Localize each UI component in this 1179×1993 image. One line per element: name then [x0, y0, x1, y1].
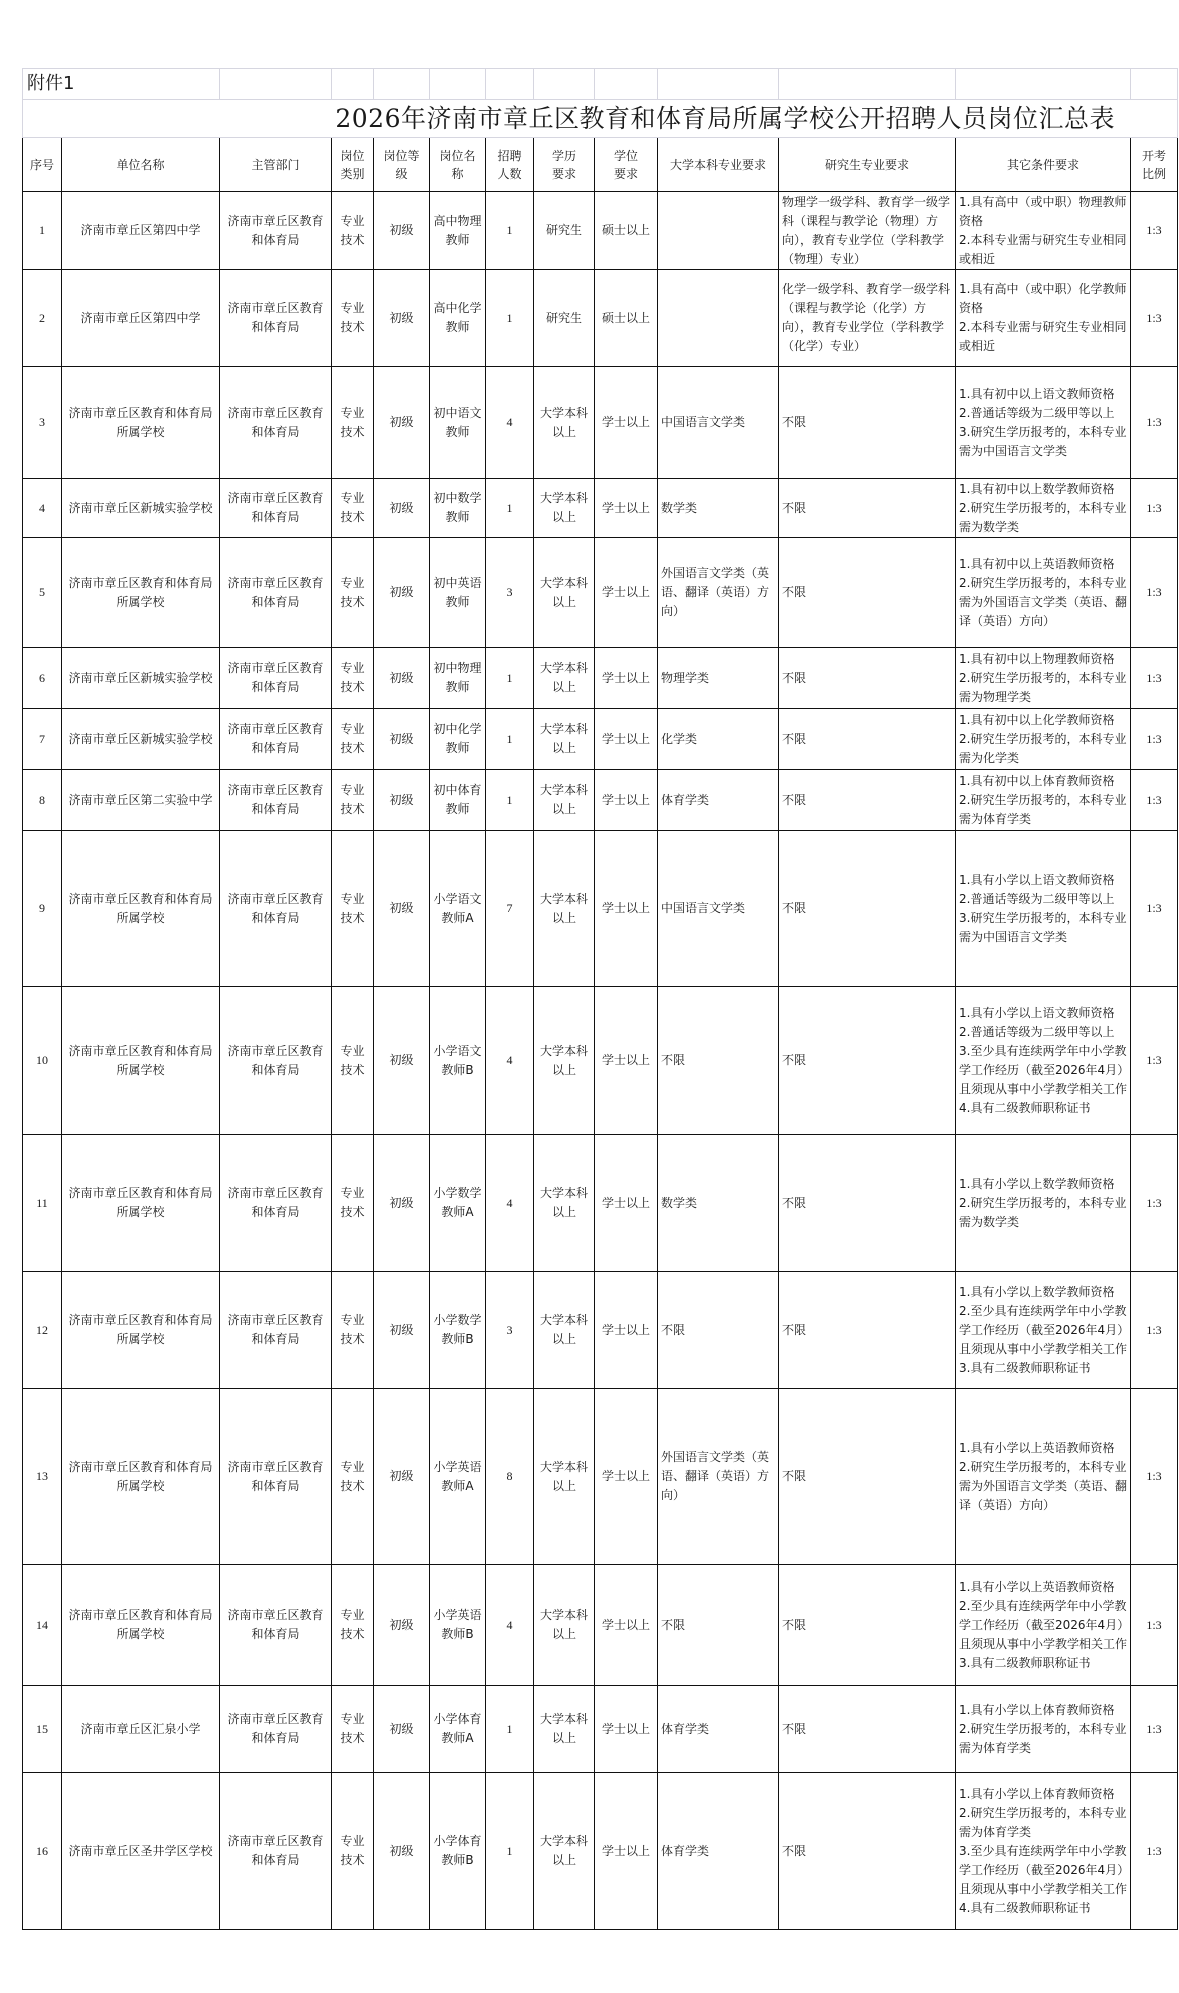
table-row [23, 479, 1178, 538]
cell-other [956, 831, 1131, 987]
cell-dept: 济南市章丘区教育和体育局 [220, 1565, 332, 1686]
cell-grad-major: 不限 [779, 770, 956, 831]
cell-unit: 济南市章丘区圣井学区学校 [62, 1773, 220, 1930]
column-header-position: 岗位名 称 [430, 138, 486, 192]
condition-item: 1.具有高中（或中职）物理教师资格 [959, 194, 1127, 228]
table-row [23, 1565, 1178, 1686]
cell-count: 1 [486, 1773, 534, 1930]
condition-item: 3.研究生学历报考的，本科专业需为中国语言文学类 [959, 424, 1127, 458]
cell-level: 初级 [374, 987, 430, 1135]
cell-degree: 学士以上 [595, 538, 658, 648]
cell-other [956, 1686, 1131, 1773]
cell-count: 7 [486, 831, 534, 987]
table-row [23, 709, 1178, 770]
cell-ratio: 1:3 [1131, 831, 1178, 987]
cell-dept: 济南市章丘区教育和体育局 [220, 709, 332, 770]
condition-item: 2.研究生学历报考的，本科专业需为数学类 [959, 1195, 1127, 1229]
cell-count: 4 [486, 367, 534, 479]
table-row [23, 270, 1178, 367]
cell-degree: 学士以上 [595, 770, 658, 831]
cell-no: 16 [23, 1773, 62, 1930]
cell-education: 大学本科以上 [534, 831, 595, 987]
cell-grad-major: 不限 [779, 1135, 956, 1272]
column-header-row [23, 138, 1178, 192]
cell-dept: 济南市章丘区教育和体育局 [220, 538, 332, 648]
cell-degree: 学士以上 [595, 1773, 658, 1930]
cell-level: 初级 [374, 538, 430, 648]
condition-item: 4.具有二级教师职称证书 [959, 1900, 1091, 1915]
cell-ratio: 1:3 [1131, 1773, 1178, 1930]
condition-item: 1.具有初中以上体育教师资格 [959, 773, 1115, 788]
cell-other [956, 192, 1131, 270]
table-row [23, 192, 1178, 270]
condition-item: 1.具有小学以上英语教师资格 [959, 1440, 1115, 1455]
cell-other [956, 987, 1131, 1135]
cell-level: 初级 [374, 367, 430, 479]
cell-category: 专业技术 [332, 270, 374, 367]
cell-degree: 硕士以上 [595, 192, 658, 270]
cell-ratio: 1:3 [1131, 1686, 1178, 1773]
cell-education: 大学本科以上 [534, 1135, 595, 1272]
cell-undergrad-major: 外国语言文学类（英语、翻译（英语）方向） [658, 538, 779, 648]
empty-cell [374, 69, 430, 100]
cell-dept: 济南市章丘区教育和体育局 [220, 1773, 332, 1930]
cell-no: 13 [23, 1389, 62, 1565]
condition-item: 2.普通话等级为二级甲等以上 [959, 405, 1115, 420]
cell-other [956, 479, 1131, 538]
condition-item: 1.具有初中以上语文教师资格 [959, 386, 1115, 401]
cell-no: 12 [23, 1272, 62, 1389]
cell-other [956, 367, 1131, 479]
empty-cell [1131, 69, 1178, 100]
condition-item: 2.普通话等级为二级甲等以上 [959, 1024, 1115, 1039]
column-header-no: 序号 [23, 138, 62, 192]
cell-dept: 济南市章丘区教育和体育局 [220, 479, 332, 538]
cell-dept: 济南市章丘区教育和体育局 [220, 1135, 332, 1272]
cell-level: 初级 [374, 192, 430, 270]
condition-item: 2.研究生学历报考的，本科专业需为数学类 [959, 500, 1127, 534]
cell-other [956, 538, 1131, 648]
cell-level: 初级 [374, 709, 430, 770]
cell-position: 小学英语教师B [430, 1565, 486, 1686]
cell-undergrad-major: 数学类 [658, 479, 779, 538]
cell-undergrad-major [658, 270, 779, 367]
cell-ratio: 1:3 [1131, 479, 1178, 538]
cell-category: 专业技术 [332, 367, 374, 479]
cell-ratio: 1:3 [1131, 1135, 1178, 1272]
cell-category: 专业技术 [332, 770, 374, 831]
cell-degree: 学士以上 [595, 1135, 658, 1272]
cell-undergrad-major: 数学类 [658, 1135, 779, 1272]
cell-degree: 学士以上 [595, 1686, 658, 1773]
condition-item: 2.本科专业需与研究生专业相同或相近 [959, 320, 1127, 353]
cell-count: 8 [486, 1389, 534, 1565]
column-header-degree: 学位 要求 [595, 138, 658, 192]
cell-no: 3 [23, 367, 62, 479]
cell-unit: 济南市章丘区教育和体育局所属学校 [62, 538, 220, 648]
cell-education: 大学本科以上 [534, 648, 595, 709]
cell-grad-major: 不限 [779, 1773, 956, 1930]
cell-unit: 济南市章丘区教育和体育局所属学校 [62, 367, 220, 479]
cell-no: 6 [23, 648, 62, 709]
cell-position: 小学体育教师A [430, 1686, 486, 1773]
cell-degree: 学士以上 [595, 479, 658, 538]
cell-no: 4 [23, 479, 62, 538]
cell-ratio: 1:3 [1131, 270, 1178, 367]
cell-count: 3 [486, 538, 534, 648]
cell-level: 初级 [374, 831, 430, 987]
condition-item: 2.研究生学历报考的，本科专业需为外国语言文学类（英语、翻译（英语）方向） [959, 575, 1128, 628]
cell-category: 专业技术 [332, 1686, 374, 1773]
cell-category: 专业技术 [332, 1272, 374, 1389]
cell-degree: 学士以上 [595, 709, 658, 770]
cell-ratio: 1:3 [1131, 770, 1178, 831]
cell-count: 1 [486, 192, 534, 270]
cell-category: 专业技术 [332, 479, 374, 538]
empty-cell [534, 69, 595, 100]
empty-cell [332, 69, 374, 100]
positions-table [22, 68, 1178, 1930]
table-row [23, 1773, 1178, 1930]
cell-position: 小学数学教师B [430, 1272, 486, 1389]
cell-grad-major: 不限 [779, 648, 956, 709]
cell-ratio: 1:3 [1131, 538, 1178, 648]
column-header-education: 学历 要求 [534, 138, 595, 192]
cell-position: 高中化学教师 [430, 270, 486, 367]
cell-grad-major: 不限 [779, 479, 956, 538]
cell-position: 初中语文教师 [430, 367, 486, 479]
condition-item: 3.具有二级教师职称证书 [959, 1655, 1091, 1670]
cell-grad-major: 不限 [779, 1272, 956, 1389]
cell-grad-major: 化学一级学科、教育学一级学科（课程与教学论（化学）方向），教育专业学位（学科教学（化学）专业） [779, 270, 956, 367]
cell-unit: 济南市章丘区第四中学 [62, 192, 220, 270]
cell-category: 专业技术 [332, 1389, 374, 1565]
cell-undergrad-major: 体育学类 [658, 770, 779, 831]
cell-ratio: 1:3 [1131, 1389, 1178, 1565]
cell-category: 专业技术 [332, 1565, 374, 1686]
cell-position: 小学英语教师A [430, 1389, 486, 1565]
cell-ratio: 1:3 [1131, 1565, 1178, 1686]
condition-item: 1.具有初中以上数学教师资格 [959, 481, 1115, 496]
cell-education: 大学本科以上 [534, 1773, 595, 1930]
table-row [23, 1135, 1178, 1272]
cell-no: 9 [23, 831, 62, 987]
table-row [23, 831, 1178, 987]
cell-no: 14 [23, 1565, 62, 1686]
cell-dept: 济南市章丘区教育和体育局 [220, 831, 332, 987]
cell-dept: 济南市章丘区教育和体育局 [220, 987, 332, 1135]
column-header-dept: 主管部门 [220, 138, 332, 192]
cell-count: 3 [486, 1272, 534, 1389]
cell-level: 初级 [374, 1389, 430, 1565]
cell-undergrad-major [658, 192, 779, 270]
empty-cell [486, 69, 534, 100]
cell-degree: 学士以上 [595, 1389, 658, 1565]
cell-unit: 济南市章丘区第二实验中学 [62, 770, 220, 831]
cell-position: 初中物理教师 [430, 648, 486, 709]
cell-degree: 学士以上 [595, 831, 658, 987]
empty-cell [658, 69, 779, 100]
cell-unit: 济南市章丘区教育和体育局所属学校 [62, 987, 220, 1135]
cell-undergrad-major: 体育学类 [658, 1686, 779, 1773]
cell-position: 小学语文教师A [430, 831, 486, 987]
column-header-level: 岗位等 级 [374, 138, 430, 192]
condition-item: 2.至少具有连续两学年中小学教学工作经历（截至2026年4月）且须现从事中小学教学相关工作 [959, 1303, 1128, 1356]
condition-item: 1.具有小学以上语文教师资格 [959, 1005, 1115, 1020]
cell-education: 大学本科以上 [534, 479, 595, 538]
cell-level: 初级 [374, 1565, 430, 1686]
cell-undergrad-major: 不限 [658, 1272, 779, 1389]
cell-count: 4 [486, 987, 534, 1135]
cell-no: 2 [23, 270, 62, 367]
cell-category: 专业技术 [332, 709, 374, 770]
cell-count: 1 [486, 479, 534, 538]
condition-item: 3.至少具有连续两学年中小学教学工作经历（截至2026年4月）且须现从事中小学教学相关工作 [959, 1043, 1128, 1096]
condition-item: 1.具有小学以上体育教师资格 [959, 1786, 1115, 1801]
column-header-ratio: 开考 比例 [1131, 138, 1178, 192]
cell-position: 小学语文教师B [430, 987, 486, 1135]
condition-item: 1.具有小学以上语文教师资格 [959, 872, 1115, 887]
cell-education: 大学本科以上 [534, 538, 595, 648]
cell-position: 小学体育教师B [430, 1773, 486, 1930]
cell-no: 11 [23, 1135, 62, 1272]
cell-unit: 济南市章丘区第四中学 [62, 270, 220, 367]
cell-dept: 济南市章丘区教育和体育局 [220, 192, 332, 270]
column-header-grad-major: 研究生专业要求 [779, 138, 956, 192]
cell-category: 专业技术 [332, 192, 374, 270]
cell-degree: 学士以上 [595, 1565, 658, 1686]
table-row [23, 1686, 1178, 1773]
cell-count: 1 [486, 770, 534, 831]
cell-unit: 济南市章丘区教育和体育局所属学校 [62, 1389, 220, 1565]
cell-level: 初级 [374, 648, 430, 709]
column-header-category: 岗位 类别 [332, 138, 374, 192]
cell-other [956, 1389, 1131, 1565]
cell-undergrad-major: 体育学类 [658, 1773, 779, 1930]
cell-ratio: 1:3 [1131, 709, 1178, 770]
cell-education: 大学本科以上 [534, 987, 595, 1135]
cell-undergrad-major: 外国语言文学类（英语、翻译（英语）方向） [658, 1389, 779, 1565]
cell-dept: 济南市章丘区教育和体育局 [220, 648, 332, 709]
cell-unit: 济南市章丘区新城实验学校 [62, 479, 220, 538]
condition-item: 1.具有初中以上化学教师资格 [959, 712, 1115, 727]
table-row [23, 538, 1178, 648]
condition-item: 1.具有小学以上数学教师资格 [959, 1176, 1115, 1191]
cell-other [956, 270, 1131, 367]
cell-position: 初中数学教师 [430, 479, 486, 538]
title-row [23, 100, 1178, 138]
cell-no: 5 [23, 538, 62, 648]
cell-ratio: 1:3 [1131, 1272, 1178, 1389]
cell-education: 大学本科以上 [534, 770, 595, 831]
cell-grad-major: 不限 [779, 709, 956, 770]
cell-unit: 济南市章丘区新城实验学校 [62, 709, 220, 770]
cell-category: 专业技术 [332, 1773, 374, 1930]
cell-level: 初级 [374, 770, 430, 831]
cell-education: 研究生 [534, 270, 595, 367]
condition-item: 1.具有初中以上物理教师资格 [959, 651, 1115, 666]
condition-item: 2.研究生学历报考的，本科专业需为外国语言文学类（英语、翻译（英语）方向） [959, 1459, 1128, 1512]
condition-item: 3.具有二级教师职称证书 [959, 1360, 1091, 1375]
cell-dept: 济南市章丘区教育和体育局 [220, 1272, 332, 1389]
cell-undergrad-major: 中国语言文学类 [658, 367, 779, 479]
table-row [23, 1389, 1178, 1565]
cell-degree: 硕士以上 [595, 270, 658, 367]
empty-cell [430, 69, 486, 100]
cell-education: 大学本科以上 [534, 1686, 595, 1773]
condition-item: 2.至少具有连续两学年中小学教学工作经历（截至2026年4月）且须现从事中小学教学相关工作 [959, 1598, 1128, 1651]
cell-count: 1 [486, 709, 534, 770]
cell-no: 8 [23, 770, 62, 831]
table-row [23, 648, 1178, 709]
cell-count: 1 [486, 648, 534, 709]
cell-position: 高中物理教师 [430, 192, 486, 270]
cell-level: 初级 [374, 270, 430, 367]
empty-cell [595, 69, 658, 100]
cell-grad-major: 不限 [779, 538, 956, 648]
cell-category: 专业技术 [332, 1135, 374, 1272]
cell-degree: 学士以上 [595, 367, 658, 479]
column-header-undergrad-major: 大学本科专业要求 [658, 138, 779, 192]
column-header-unit: 单位名称 [62, 138, 220, 192]
column-header-count: 招聘 人数 [486, 138, 534, 192]
cell-education: 大学本科以上 [534, 1389, 595, 1565]
empty-cell [220, 69, 332, 100]
cell-unit: 济南市章丘区教育和体育局所属学校 [62, 1272, 220, 1389]
cell-no: 1 [23, 192, 62, 270]
cell-level: 初级 [374, 1686, 430, 1773]
cell-ratio: 1:3 [1131, 648, 1178, 709]
condition-item: 2.研究生学历报考的，本科专业需为体育学类 [959, 1805, 1127, 1839]
empty-cell [779, 69, 956, 100]
cell-no: 15 [23, 1686, 62, 1773]
condition-item: 1.具有小学以上数学教师资格 [959, 1284, 1115, 1299]
cell-undergrad-major: 化学类 [658, 709, 779, 770]
cell-no: 7 [23, 709, 62, 770]
table-row [23, 1272, 1178, 1389]
cell-education: 大学本科以上 [534, 1272, 595, 1389]
condition-item: 2.研究生学历报考的，本科专业需为体育学类 [959, 1721, 1127, 1755]
page-title: 2026年济南市章丘区教育和体育局所属学校公开招聘人员岗位汇总表 [23, 100, 1178, 138]
cell-grad-major: 不限 [779, 831, 956, 987]
empty-cell [956, 69, 1131, 100]
table-body [23, 192, 1178, 1930]
cell-level: 初级 [374, 1272, 430, 1389]
cell-position: 小学数学教师A [430, 1135, 486, 1272]
cell-degree: 学士以上 [595, 1272, 658, 1389]
cell-undergrad-major: 物理学类 [658, 648, 779, 709]
condition-item: 3.研究生学历报考的，本科专业需为中国语言文学类 [959, 910, 1127, 944]
cell-unit: 济南市章丘区教育和体育局所属学校 [62, 831, 220, 987]
condition-item: 2.研究生学历报考的，本科专业需为物理学类 [959, 670, 1127, 704]
cell-education: 研究生 [534, 192, 595, 270]
cell-degree: 学士以上 [595, 648, 658, 709]
cell-ratio: 1:3 [1131, 192, 1178, 270]
cell-unit: 济南市章丘区新城实验学校 [62, 648, 220, 709]
cell-level: 初级 [374, 1773, 430, 1930]
cell-other [956, 1773, 1131, 1930]
condition-item: 4.具有二级教师职称证书 [959, 1100, 1091, 1115]
cell-degree: 学士以上 [595, 987, 658, 1135]
cell-dept: 济南市章丘区教育和体育局 [220, 1686, 332, 1773]
cell-no: 10 [23, 987, 62, 1135]
cell-unit: 济南市章丘区教育和体育局所属学校 [62, 1565, 220, 1686]
cell-category: 专业技术 [332, 538, 374, 648]
cell-count: 4 [486, 1565, 534, 1686]
condition-item: 2.研究生学历报考的，本科专业需为化学类 [959, 731, 1127, 765]
cell-other [956, 1272, 1131, 1389]
cell-other [956, 1135, 1131, 1272]
cell-ratio: 1:3 [1131, 367, 1178, 479]
cell-grad-major: 物理学一级学科、教育学一级学科（课程与教学论（物理）方向），教育专业学位（学科教学（物理）专业） [779, 192, 956, 270]
condition-item: 1.具有小学以上英语教师资格 [959, 1579, 1115, 1594]
cell-undergrad-major: 不限 [658, 987, 779, 1135]
cell-other [956, 648, 1131, 709]
condition-item: 2.普通话等级为二级甲等以上 [959, 891, 1115, 906]
cell-unit: 济南市章丘区教育和体育局所属学校 [62, 1135, 220, 1272]
cell-grad-major: 不限 [779, 1686, 956, 1773]
cell-grad-major: 不限 [779, 1565, 956, 1686]
cell-position: 初中化学教师 [430, 709, 486, 770]
cell-education: 大学本科以上 [534, 1565, 595, 1686]
column-header-other: 其它条件要求 [956, 138, 1131, 192]
cell-other [956, 1565, 1131, 1686]
cell-category: 专业技术 [332, 831, 374, 987]
cell-education: 大学本科以上 [534, 367, 595, 479]
condition-item: 2.研究生学历报考的，本科专业需为体育学类 [959, 792, 1127, 826]
condition-item: 1.具有小学以上体育教师资格 [959, 1702, 1115, 1717]
table-row [23, 987, 1178, 1135]
condition-item: 3.至少具有连续两学年中小学教学工作经历（截至2026年4月）且须现从事中小学教学相关工作 [959, 1843, 1128, 1896]
cell-count: 1 [486, 270, 534, 367]
cell-unit: 济南市章丘区汇泉小学 [62, 1686, 220, 1773]
cell-category: 专业技术 [332, 648, 374, 709]
cell-position: 初中英语教师 [430, 538, 486, 648]
cell-dept: 济南市章丘区教育和体育局 [220, 367, 332, 479]
cell-dept: 济南市章丘区教育和体育局 [220, 1389, 332, 1565]
cell-undergrad-major: 不限 [658, 1565, 779, 1686]
recruitment-summary-sheet [22, 68, 1177, 1930]
cell-other [956, 770, 1131, 831]
condition-item: 1.具有高中（或中职）化学教师资格 [959, 282, 1127, 315]
cell-count: 1 [486, 1686, 534, 1773]
table-row [23, 770, 1178, 831]
cell-ratio: 1:3 [1131, 987, 1178, 1135]
attachment-row [23, 69, 1178, 100]
cell-other [956, 709, 1131, 770]
table-row [23, 367, 1178, 479]
cell-undergrad-major: 中国语言文学类 [658, 831, 779, 987]
cell-count: 4 [486, 1135, 534, 1272]
cell-grad-major: 不限 [779, 367, 956, 479]
condition-item: 1.具有初中以上英语教师资格 [959, 556, 1115, 571]
cell-position: 初中体育教师 [430, 770, 486, 831]
cell-level: 初级 [374, 1135, 430, 1272]
cell-dept: 济南市章丘区教育和体育局 [220, 770, 332, 831]
cell-dept: 济南市章丘区教育和体育局 [220, 270, 332, 367]
cell-grad-major: 不限 [779, 1389, 956, 1565]
cell-grad-major: 不限 [779, 987, 956, 1135]
attachment-label: 附件1 [23, 69, 220, 100]
cell-education: 大学本科以上 [534, 709, 595, 770]
cell-level: 初级 [374, 479, 430, 538]
cell-category: 专业技术 [332, 987, 374, 1135]
condition-item: 2.本科专业需与研究生专业相同或相近 [959, 232, 1127, 266]
